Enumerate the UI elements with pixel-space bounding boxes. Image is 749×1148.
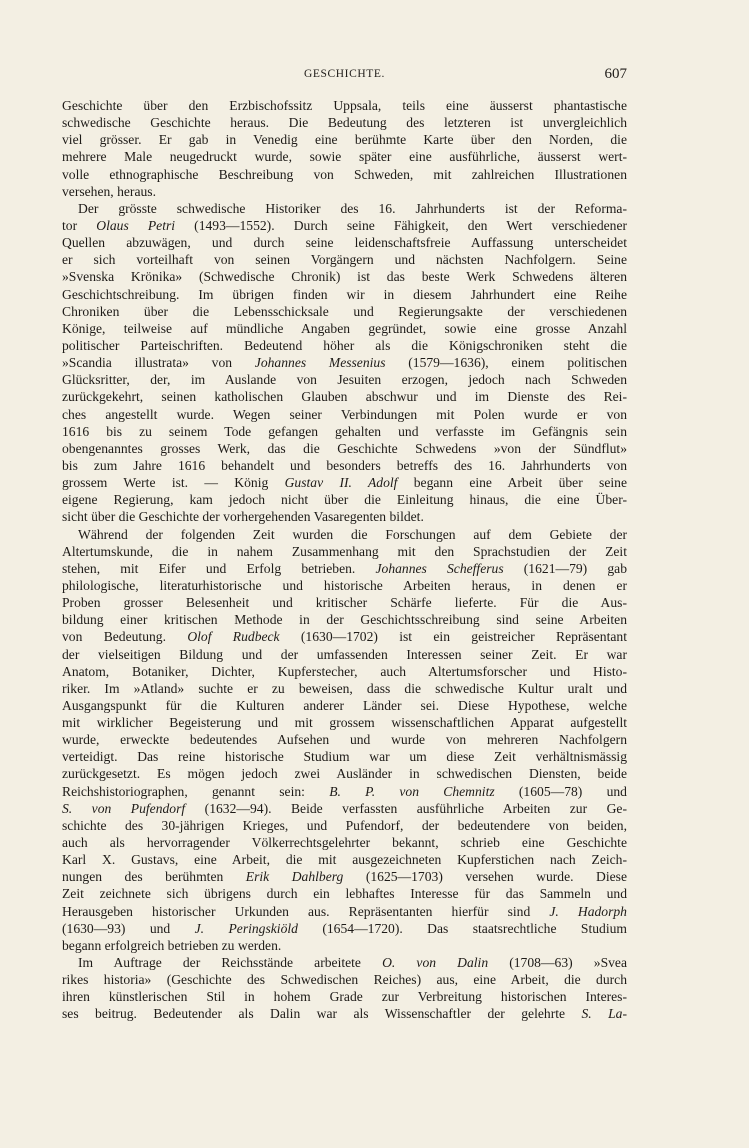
text-line xyxy=(62,646,627,663)
text-line xyxy=(62,234,627,251)
line-text: Reichshistoriographen, genannt sein: xyxy=(62,783,330,799)
line-text: zurückgesetzt. Es mögen jedoch zwei Ausländer in schwedischen Diensten, beide xyxy=(62,766,627,782)
line-text: zurückgekehrt, seinen katholischen Glauben abschwur und im Dienste des Rei- xyxy=(62,389,627,405)
line-text: volle ethnographische Beschreibung von Schweden, mit zahlreichen Illustrationen xyxy=(62,166,627,182)
text-line xyxy=(62,474,627,491)
text-line xyxy=(62,834,627,851)
text-line xyxy=(62,817,627,834)
text-line xyxy=(62,114,627,131)
text-line xyxy=(62,903,627,920)
text-line xyxy=(62,440,627,457)
text-line xyxy=(62,388,627,405)
text-line xyxy=(62,457,627,474)
line-text: bis zum Jahre 1616 behandelt und besonders betreffs des 16. Jahrhunderts von xyxy=(62,457,627,473)
line-text: Der grösste schwedische Historiker des 16. Jahrhunderts ist der Reforma- xyxy=(78,200,627,216)
italic-name: Erik Dahlberg xyxy=(245,869,344,885)
text-line xyxy=(62,303,627,320)
line-text: (1632—94). Beide verfassten ausführliche Arbeiten zur Ge- xyxy=(185,800,627,816)
italic-name: B. P. von Chemnitz xyxy=(329,783,495,799)
line-text: schichte des 30-jährigen Krieges, und Pufendorf, der bedeutendere von beiden, xyxy=(62,817,627,833)
line-text: Herausgeben historischer Urkunden aus. Repräsentanten hierfür sind xyxy=(62,903,550,919)
line-text: politischer Parteischriften. Bedeutend höher als die Königschroniken steht die xyxy=(62,337,627,353)
text-line xyxy=(62,508,627,525)
text-line xyxy=(62,423,627,440)
italic-name: Olaus Petri xyxy=(96,217,176,233)
line-text: rikes historia» (Geschichte des Schwedischen Reiches) aus, eine Arbeit, die durch xyxy=(62,972,627,988)
line-text: versehen, heraus. xyxy=(62,183,156,199)
text-line xyxy=(62,268,627,285)
line-text: Während der folgenden Zeit wurden die Forschungen auf dem Gebiete der xyxy=(78,526,627,542)
line-text: von Bedeutung. xyxy=(62,629,188,645)
line-text: Quellen abzuwägen, und durch seine leidenschaftsfreie Auffassung unterscheidet xyxy=(62,235,627,251)
line-text: begann eine Arbeit über seine xyxy=(397,475,627,491)
text-line xyxy=(62,200,627,217)
line-text: »Svenska Krönika» (Schwedische Chronik) ist das beste Werk Schwedens älteren xyxy=(62,269,627,285)
text-line xyxy=(62,920,627,937)
text-line xyxy=(62,783,627,800)
italic-name: O. von Dalin xyxy=(382,955,489,971)
line-text: Könige, teilweise auf mündliche Angaben gegründet, sowie eine grosse Anzahl xyxy=(62,320,627,336)
text-line xyxy=(62,131,627,148)
line-text: begann erfolgreich betrieben zu werden. xyxy=(62,937,282,953)
line-text: Anatom, Botaniker, Dichter, Kupferstecher, auch Altertumsforscher und Histo- xyxy=(62,663,627,679)
text-line xyxy=(62,543,627,560)
line-text: schwedische Geschichte heraus. Die Bedeutung des letzteren ist unvergleichlich xyxy=(62,115,627,131)
line-text: ihren künstlerischen Stil in hohem Grade zur Verbreitung historischen Interes- xyxy=(62,989,627,1005)
text-line xyxy=(62,1005,627,1022)
text-line xyxy=(62,731,627,748)
text-line xyxy=(62,594,627,611)
line-text: auch als hervorragender Völkerrechtsgelehrter bekannt, schrieb eine Geschichte xyxy=(62,835,627,851)
text-line xyxy=(62,526,627,543)
line-text: Altertumskunde, die in nahem Zusammenhang mit den Sprachstudien der Zeit xyxy=(62,543,627,559)
text-line xyxy=(62,560,627,577)
line-text: ches angestellt wurde. Wegen seiner Verbindungen mit Polen wurde er von xyxy=(62,406,627,422)
italic-name: Gustav II. Adolf xyxy=(284,475,398,491)
text-line xyxy=(62,166,627,183)
line-text: eigene Regierung, kam jedoch nicht über die Einleitung hinaus, die eine Über- xyxy=(62,492,627,508)
text-line xyxy=(62,97,627,114)
line-text: Glücksritter, der, im Auslande von Jesuiten erzogen, jedoch nach Schweden xyxy=(62,372,627,388)
italic-name: Olof Rudbeck xyxy=(187,629,280,645)
line-text: Ausgangspunkt für die Kulturen anderer Länder sei. Diese Hypothese, welche xyxy=(62,697,627,713)
line-text: viel grösser. Er gab in Venedig eine berühmte Karte über den Norden, die xyxy=(62,132,627,148)
text-line xyxy=(62,354,627,371)
text-line xyxy=(62,406,627,423)
text-line xyxy=(62,937,627,954)
body-text xyxy=(62,97,627,1023)
text-line xyxy=(62,765,627,782)
line-text: Geschichtschreibung. Im übrigen finden wir in diesem Jahrhundert eine Reihe xyxy=(62,286,627,302)
line-text: stehen, mit Eifer und Erfolg betrieben. xyxy=(62,560,376,576)
line-text: (1621—79) gab xyxy=(503,560,627,576)
line-text: Geschichte über den Erzbischofssitz Uppsala, teils eine äusserst phantastische xyxy=(62,98,627,113)
line-text: (1605—78) und xyxy=(494,783,627,799)
text-line xyxy=(62,371,627,388)
running-head xyxy=(62,66,627,86)
line-text: (1708—63) »Svea xyxy=(488,955,627,971)
text-line xyxy=(62,954,627,971)
line-text: Karl X. Gustavs, eine Arbeit, die mit ausgezeichneten Kupferstichen nach Zeich- xyxy=(62,852,627,868)
italic-name: S. von Pufendorf xyxy=(62,800,186,816)
line-text: (1630—93) und xyxy=(62,920,195,936)
italic-name: S. La- xyxy=(581,1006,627,1022)
line-text: tor xyxy=(62,217,97,233)
line-text: philologische, literaturhistorische und historische Arbeiten heraus, in denen er xyxy=(62,577,627,593)
text-line xyxy=(62,971,627,988)
page-number: 607 xyxy=(604,66,627,82)
text-line xyxy=(62,851,627,868)
line-text: ses beitrug. Bedeutender als Dalin war als Wissenschaftler der gelehrte xyxy=(62,1006,582,1022)
line-text: bildung einer kritischen Methode in der Geschichtsschreibung sind seine Arbeiten xyxy=(62,612,627,628)
line-text: mehrere Male neugedruckt wurde, sowie später eine ausführliche, äusserst wert- xyxy=(62,149,627,165)
text-line xyxy=(62,663,627,680)
italic-name: J. Hadorph xyxy=(549,903,627,919)
text-line xyxy=(62,611,627,628)
line-text: wurde, erweckte bedeutendes Aufsehen und wurde von mehreren Nachfolgern xyxy=(62,732,627,748)
line-text: nungen des berühmten xyxy=(62,869,246,885)
text-line xyxy=(62,988,627,1005)
text-line xyxy=(62,885,627,902)
text-line xyxy=(62,183,627,200)
text-line xyxy=(62,217,627,234)
text-line xyxy=(62,251,627,268)
line-text: Chroniken über die Lebensschicksale und Regierungsakte der verschiedenen xyxy=(62,303,627,319)
text-line xyxy=(62,337,627,354)
line-text: er sich vorteilhaft von seinen Vorgängern und nächsten Nachfolgern. Seine xyxy=(62,252,627,268)
line-text: verteidigt. Das reine historische Studium war um diese Zeit verhältnismässig xyxy=(62,749,627,765)
line-text: mit wirklicher Begeisterung und mit grossem wissenschaftlichen Apparat aufgestellt xyxy=(62,715,627,731)
line-text: »Scandia illustrata» von xyxy=(62,355,255,371)
line-text: obengenanntes grosses Werk, das die Geschichte Schwedens »von der Sündflut» xyxy=(62,440,627,456)
text-line xyxy=(62,148,627,165)
text-line xyxy=(62,868,627,885)
line-text: der vielseitigen Bildung und der umfassenden Interessen seiner Zeit. Er war xyxy=(62,646,627,662)
line-text: (1493—1552). Durch seine Fähigkeit, den Wert verschiedener xyxy=(175,217,627,233)
text-line xyxy=(62,680,627,697)
running-head-title: GESCHICHTE. xyxy=(303,68,386,80)
text-line xyxy=(62,286,627,303)
italic-name: J. Peringskiöld xyxy=(194,920,298,936)
text-line xyxy=(62,577,627,594)
text-line xyxy=(62,628,627,645)
line-text: (1630—1702) ist ein geistreicher Repräsentant xyxy=(279,629,627,645)
line-text: grossem Werte ist. — König xyxy=(62,475,285,491)
italic-name: Johannes Schefferus xyxy=(375,560,504,576)
text-line xyxy=(62,748,627,765)
text-line xyxy=(62,491,627,508)
line-text: (1579—1636), einem politischen xyxy=(385,355,627,371)
line-text: 1616 bis zu seinem Tode gefangen gehalten und verfasste im Gefängnis sein xyxy=(62,423,627,439)
line-text: riker. Im »Atland» suchte er zu beweisen, dass die schwedische Kultur uralt und xyxy=(62,680,627,696)
line-text: (1654—1720). Das staatsrechtliche Studium xyxy=(297,920,627,936)
line-text: sicht über die Geschichte der vorhergehenden Vasaregenten bildet. xyxy=(62,509,424,525)
italic-name: Johannes Messenius xyxy=(254,355,386,371)
text-line xyxy=(62,697,627,714)
line-text: (1625—1703) versehen wurde. Diese xyxy=(343,869,627,885)
text-line xyxy=(62,800,627,817)
line-text: Im Auftrage der Reichsstände arbeitete xyxy=(78,955,383,971)
text-line xyxy=(62,714,627,731)
line-text: Proben grosser Belesenheit und kritischer Schärfe lieferte. Für die Aus- xyxy=(62,595,627,611)
line-text: Zeit zeichnete sich übrigens durch ein lebhaftes Interesse für das Sammeln und xyxy=(62,886,627,902)
text-line xyxy=(62,320,627,337)
